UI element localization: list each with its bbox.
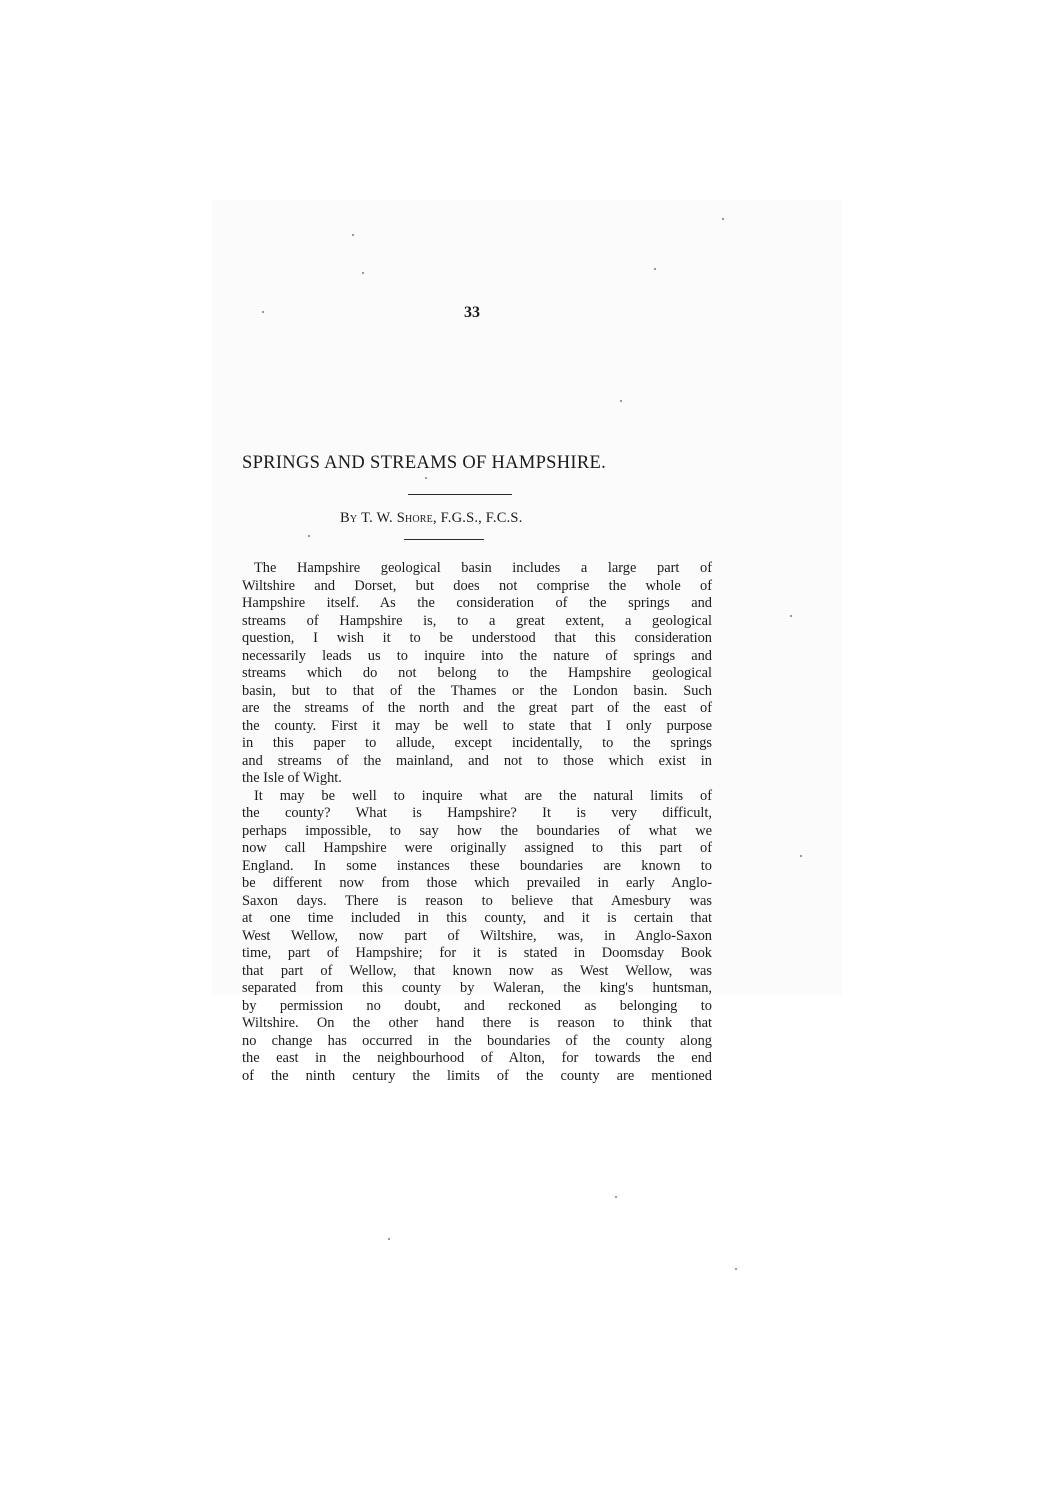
scan-speck bbox=[362, 272, 364, 274]
body-line: by permission no doubt, and reckoned as belonging to bbox=[242, 997, 712, 1014]
body-line: Saxon days. There is reason to believe that Amesbury was bbox=[242, 892, 712, 909]
body-line: and streams of the mainland, and not to those which exist in bbox=[242, 752, 712, 769]
scan-speck bbox=[654, 268, 656, 270]
body-line: at one time included in this county, and it is certain that bbox=[242, 910, 712, 926]
body-line: perhaps impossible, to say how the boundaries of what we bbox=[242, 822, 712, 839]
body-line: The Hampshire geological basin includes a large part of bbox=[254, 560, 712, 576]
body-line: Wiltshire and Dorset, but does not comprise the whole of bbox=[242, 577, 712, 594]
body-line: separated from this county by Waleran, the king's huntsman, bbox=[242, 980, 712, 996]
body-line: basin, but to that of the Thames or the London basin. Such bbox=[242, 682, 712, 699]
body-line: streams which do not belong to the Hampshire geological bbox=[242, 665, 712, 681]
scan-speck bbox=[735, 1268, 737, 1270]
body-line: England. In some instances these boundaries are known to bbox=[242, 857, 712, 874]
scan-speck bbox=[722, 218, 724, 220]
scan-speck bbox=[262, 311, 264, 313]
body-line: Wiltshire. On the other hand there is reason to think that bbox=[242, 1015, 712, 1031]
scan-speck bbox=[800, 855, 802, 857]
body-line: West Wellow, now part of Wiltshire, was, in Anglo-Saxon bbox=[242, 927, 712, 944]
byline bbox=[340, 510, 523, 527]
scan-speck bbox=[388, 1238, 390, 1240]
scan-speck bbox=[352, 234, 354, 236]
byline-author: T. W. Shore, bbox=[361, 510, 437, 526]
body-line: Hampshire itself. As the consideration of the springs and bbox=[242, 595, 712, 611]
body-line: time, part of Hampshire; for it is stated in Doomsday Book bbox=[242, 945, 712, 961]
body-line: necessarily leads us to inquire into the nature of springs and bbox=[242, 647, 712, 664]
title-rule bbox=[408, 494, 512, 495]
scan-speck bbox=[620, 400, 622, 402]
body-line: of the ninth century the limits of the county are mentioned bbox=[242, 1067, 712, 1084]
byline-credentials: F.G.S., F.C.S. bbox=[440, 510, 523, 526]
scan-speck bbox=[308, 535, 310, 537]
article-body bbox=[242, 560, 712, 1085]
scan-speck bbox=[615, 1196, 617, 1198]
body-line: the county? What is Hampshire? It is very difficult, bbox=[242, 805, 712, 821]
byline-rule bbox=[404, 539, 484, 540]
body-line: question, I wish it to be understood that this consideration bbox=[242, 630, 712, 646]
scan-speck bbox=[790, 615, 792, 617]
body-line: now call Hampshire were originally assigned to this part of bbox=[242, 840, 712, 856]
body-line: It may be well to inquire what are the natural limits of bbox=[254, 787, 712, 804]
body-line: streams of Hampshire is, to a great extent, a geological bbox=[242, 612, 712, 629]
body-line: are the streams of the north and the great part of the east of bbox=[242, 700, 712, 716]
article-title: SPRINGS AND STREAMS OF HAMPSHIRE. bbox=[242, 453, 607, 473]
body-line: in this paper to allude, except incidentally, to the springs bbox=[242, 735, 712, 751]
body-line: the east in the neighbourhood of Alton, for towards the end bbox=[242, 1050, 712, 1066]
body-line: no change has occurred in the boundaries of the county along bbox=[242, 1032, 712, 1049]
body-line: the Isle of Wight. bbox=[242, 770, 342, 786]
scan-speck bbox=[425, 477, 427, 479]
body-line: be different now from those which prevailed in early Anglo- bbox=[242, 875, 712, 891]
page-number: 33 bbox=[464, 304, 480, 321]
byline-prefix: By bbox=[340, 510, 358, 526]
body-line: that part of Wellow, that known now as West Wellow, was bbox=[242, 962, 712, 979]
body-line: the county. First it may be well to state that I only purpose bbox=[242, 717, 712, 734]
